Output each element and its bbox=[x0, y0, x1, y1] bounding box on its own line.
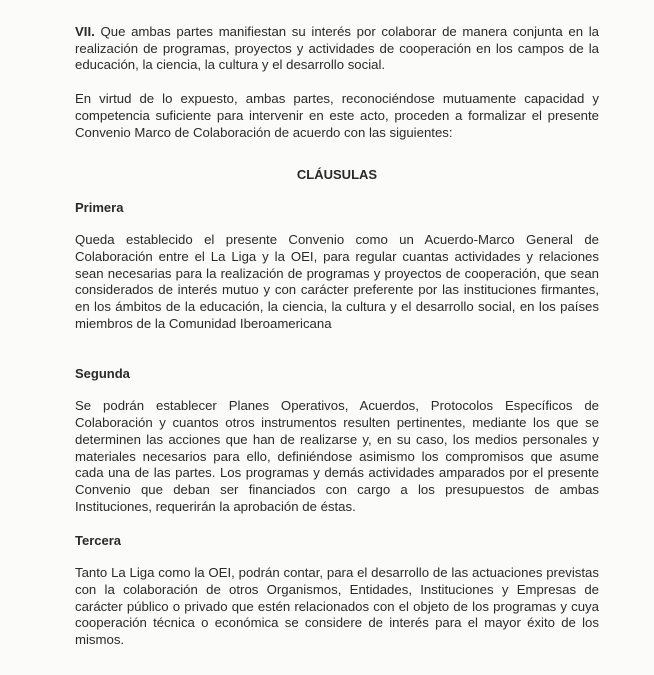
primera-heading: Primera bbox=[75, 200, 124, 216]
tercera-heading: Tercera bbox=[75, 533, 122, 549]
clause-vii-label: VII. bbox=[75, 24, 95, 39]
virtud-paragraph: En virtud de lo expuesto, ambas partes, reconociéndose mutuamente capacidad y competencia suficiente para intervenir en este acto, proceden a formalizar el presente Convenio Marco de Colaboración de acuerdo con las siguientes: bbox=[75, 91, 599, 140]
clause-vii-text: Que ambas partes manifiestan su interés por colaborar de manera conjunta en la realización de programas, proyectos y actividades de cooperación en los campos de la educación, la ciencia, la cultura y el desarrollo social. bbox=[75, 24, 599, 73]
primera-text: Queda establecido el presente Convenio como un Acuerdo-Marco General de Colaboración entre el La Liga y la OEI, para regular cuantas actividades y relaciones sean necesarias para la realización de programas y proyectos de cooperación, que sean considerados de interés mutuo y con carácter preferente por las instituciones firmantes, en los ámbitos de la educación, la ciencia, la cultura y el desarrollo social, en los países miembros de la Comunidad Iberoamericana bbox=[75, 232, 599, 331]
tercera-text: Tanto La Liga como la OEI, podrán contar, para el desarrollo de las actuaciones previstas con la colaboración de otros Organismos, Entidades, Instituciones y Empresas de carácter público o privado que estén relacionados con el objeto de los programas y cuya cooperación técnica o económica se considere de interés para el mayor éxito de los mismos. bbox=[75, 565, 599, 648]
segunda-text: Se podrán establecer Planes Operativos, Acuerdos, Protocolos Específicos de Colaboración y cuantos otros instrumentos resulten pertinentes, mediante los que se determinen las acciones que han de realizarse y, en su caso, los medios personales y materiales necesarios para ello, definiéndose asimismo los compromisos que asume cada una de las partes. Los programas y demás actividades amparados por el presente Convenio que deban ser financiados con cargo a los presupuestos de ambas Instituciones, requerirán la aprobación de éstas. bbox=[75, 398, 599, 514]
clause-vii-paragraph bbox=[75, 24, 599, 74]
clausulas-heading: CLÁUSULAS bbox=[296, 167, 378, 183]
segunda-heading: Segunda bbox=[75, 366, 130, 382]
document-page bbox=[75, 24, 599, 649]
